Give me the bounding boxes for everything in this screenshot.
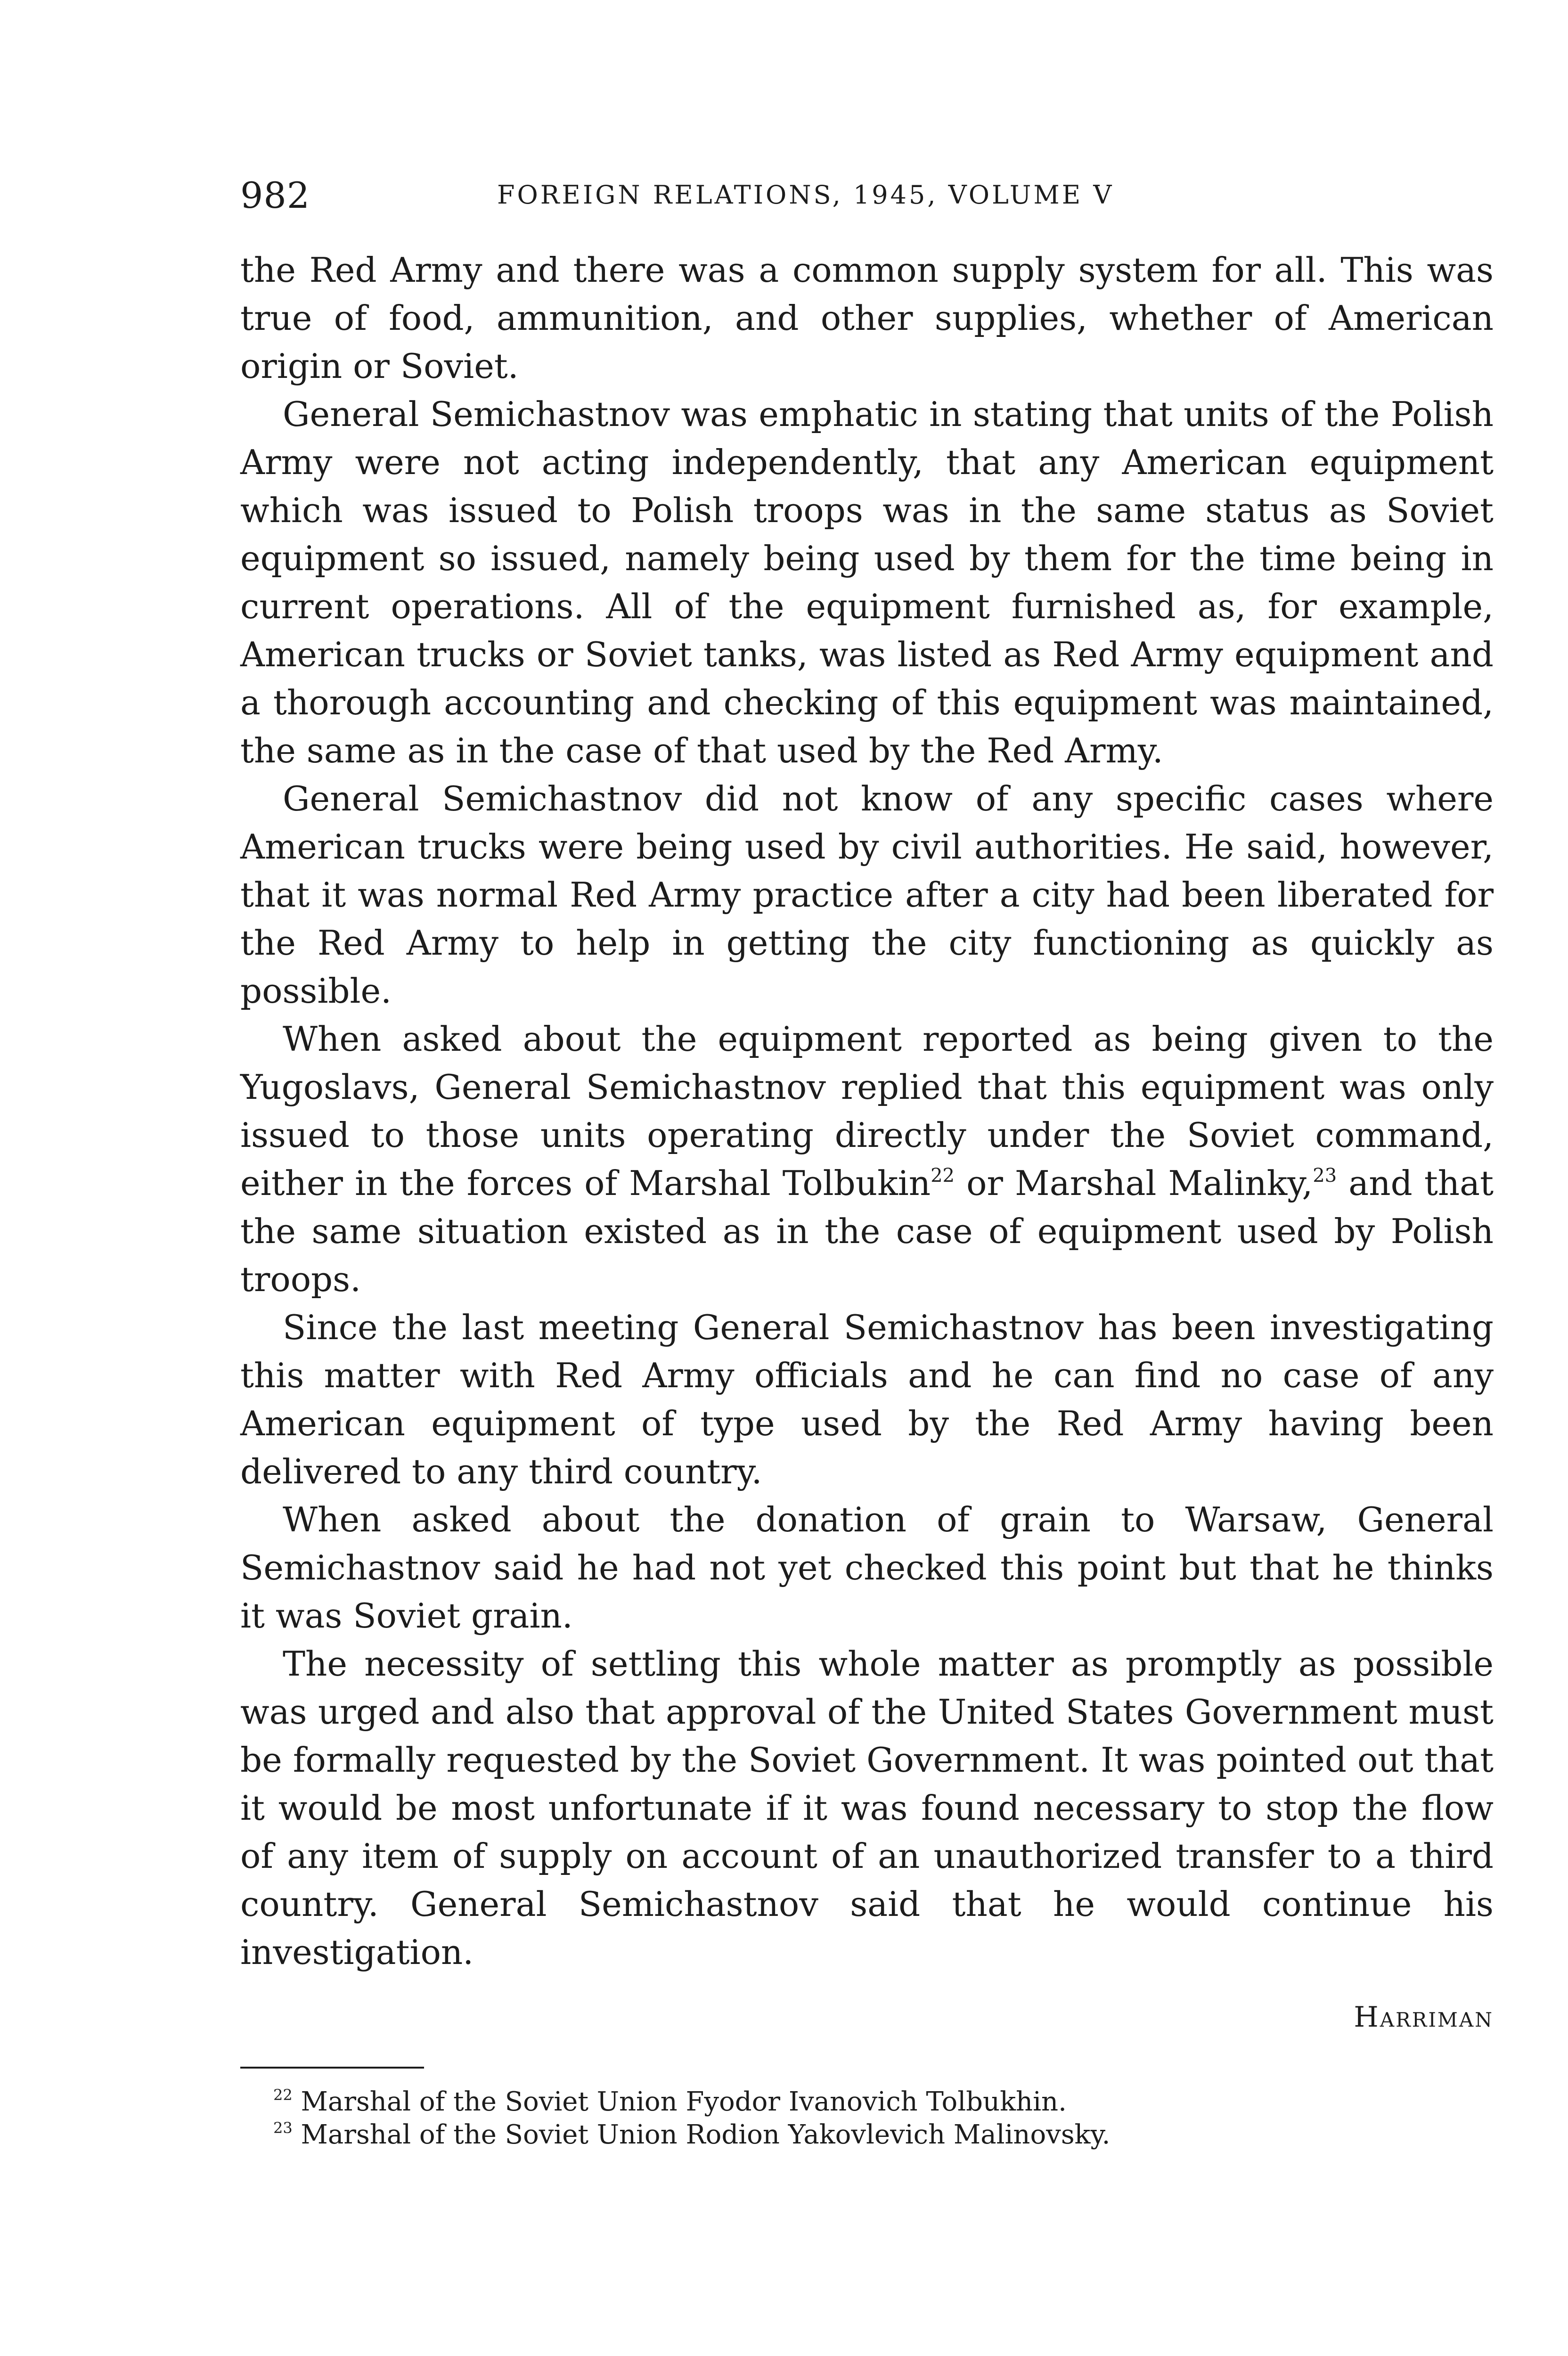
paragraph: [240, 390, 1494, 775]
footnote-reference[interactable]: 22: [931, 1165, 955, 1186]
paragraph-text: and that the same situation existed as in the case of equipment used by Polish troops.: [240, 1163, 1494, 1299]
footnotes: [240, 2086, 1494, 2151]
footnote: [273, 2086, 1494, 2119]
paragraph-text: Since the last meeting General Semichastnov has been investigating this matter with Red Army officials and he can find no case of any American equipment of type used by the Red Army having been delivered to any third country.: [240, 1308, 1494, 1491]
footnote-reference[interactable]: 23: [1313, 1165, 1337, 1186]
paragraph: [240, 1496, 1494, 1640]
paragraph: [240, 1303, 1494, 1496]
body-text: [240, 246, 1494, 1976]
paragraph-text: When asked about the equipment reported as being given to the Yugoslavs, General Semichastnov replied that this equipment was only issued to those units operating directly under the Soviet command, either in the forces of Marshal Tolbukin: [240, 1019, 1494, 1203]
running-head: [240, 174, 1494, 226]
paragraph-text: The necessity of settling this whole matter as promptly as possible was urged and also that approval of the United States Government must be formally requested by the Soviet Government. It was pointed out that it would be most unfortunate if it was found necessary to stop the flow of any item of supply on account of an unauthorized transfer to a third country. General Semichastnov said that he would continue his investigation.: [240, 1644, 1494, 1972]
page-number: 982: [240, 174, 310, 216]
running-title: FOREIGN RELATIONS, 1945, VOLUME V: [497, 180, 1114, 210]
paragraph-text: or Marshal Malinky,: [955, 1163, 1313, 1203]
paragraph: [240, 1640, 1494, 1976]
footnote-text: Marshal of the Soviet Union Fyodor Ivanovich Tolbukhin.: [301, 2086, 1067, 2117]
paragraph-text: General Semichastnov did not know of any specific cases where American trucks were being used by civil authorities. He said, however, that it was normal Red Army practice after a city had been liberated for the Red Army to help in getting the city functioning as quickly as possible.: [240, 779, 1494, 1011]
footnote-marker: 23: [273, 2119, 293, 2137]
paragraph-continued: [240, 246, 1494, 390]
paragraph: [240, 775, 1494, 1015]
footnote-text: Marshal of the Soviet Union Rodion Yakovlevich Malinovsky.: [301, 2119, 1111, 2150]
paragraph-text: the Red Army and there was a common supply system for all. This was true of food, ammunition, and other supplies, whether of American origin or Soviet.: [240, 250, 1494, 386]
document-page: [240, 174, 1494, 2151]
footnote: [273, 2119, 1494, 2151]
footnote-marker: 22: [273, 2086, 293, 2104]
footnote-divider: [240, 2067, 424, 2069]
signature: Harriman: [1354, 2001, 1494, 2034]
paragraph-text: When asked about the donation of grain to Warsaw, General Semichastnov said he had not yet checked this point but that he thinks it was Soviet grain.: [240, 1500, 1494, 1636]
paragraph: [240, 1015, 1494, 1303]
paragraph-text: General Semichastnov was emphatic in stating that units of the Polish Army were not acting independently, that any American equipment which was issued to Polish troops was in the same status as Soviet equipment so issued, namely being used by them for the time being in current operations. All of the equipment furnished as, for example, American trucks or Soviet tanks, was listed as Red Army equipment and a thorough accounting and checking of this equipment was maintained, the same as in the case of that used by the Red Army.: [240, 394, 1494, 770]
